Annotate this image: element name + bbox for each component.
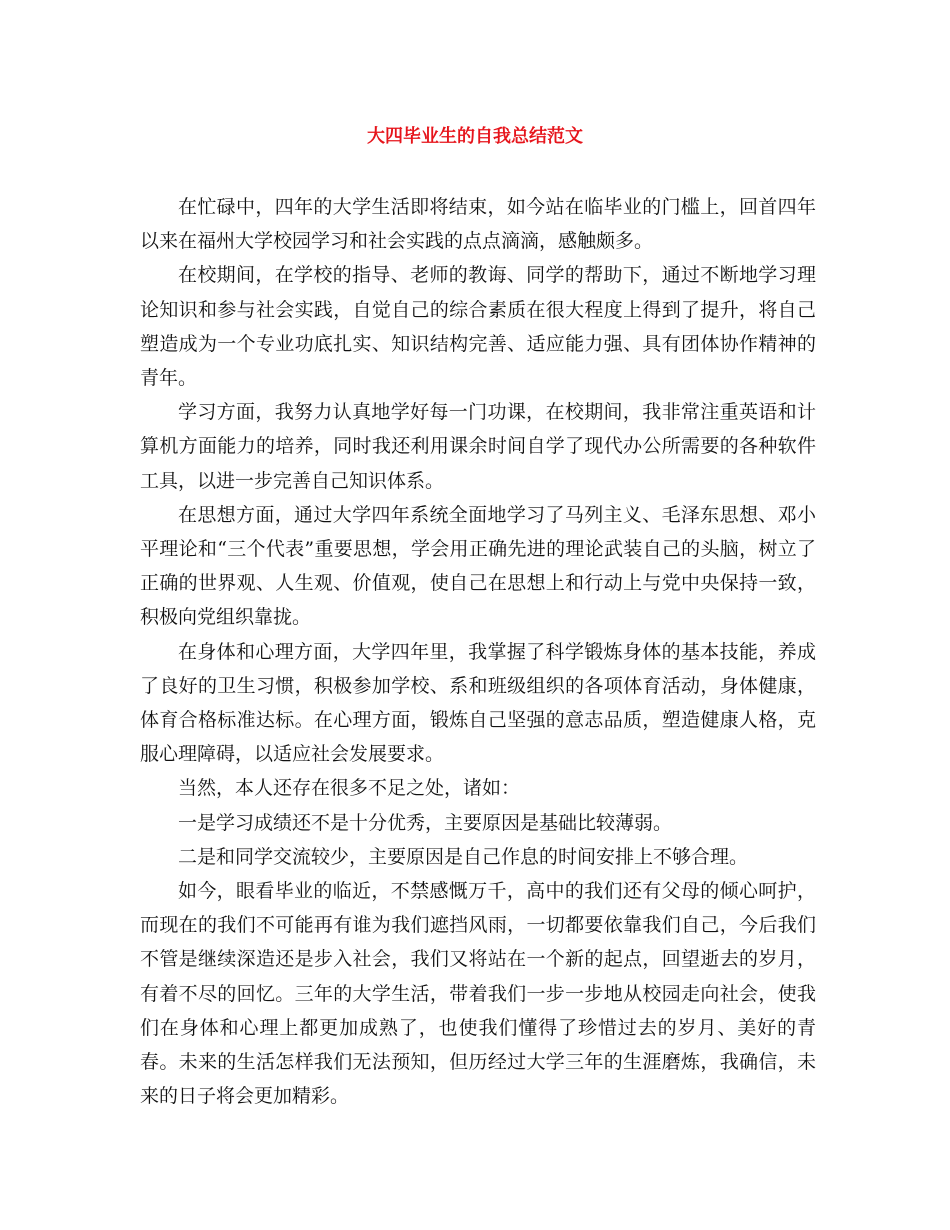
paragraph-school-period: 在校期间，在学校的指导、老师的教诲、同学的帮助下，通过不断地学习理论知识和参与社会实践，自觉自己的综合素质在很大程度上得到了提升，将自己塑造成为一个专业功底扎实、知识结构完善、适应能力强、具有团体协作精神的青年。 [140, 264, 816, 390]
paragraph-shortcoming-1: 一是学习成绩还不是十分优秀，主要原因是基础比较薄弱。 [178, 811, 673, 834]
paragraph-shortcoming-2: 二是和同学交流较少，主要原因是自己作息的时间安排上不够合理。 [178, 845, 749, 868]
paragraph-body-mind: 在身体和心理方面，大学四年里，我掌握了科学锻炼身体的基本技能，养成了良好的卫生习惯，积极参加学校、系和班级组织的各项体育活动，身体健康，体育合格标准达标。在心理方面，锻炼自己坚强的意志品质，塑造健康人格，克服心理障碍，以适应社会发展要求。 [140, 640, 816, 766]
document-title: 大四毕业生的自我总结范文 [367, 126, 583, 147]
paragraph-ideology: 在思想方面，通过大学四年系统全面地学习了马列主义、毛泽东思想、邓小平理论和“三个代表”重要思想，学会用正确先进的理论武装自己的头脑，树立了正确的世界观、人生观、价值观，使自己在思想上和行动上与党中央保持一致，积极向党组织靠拢。 [140, 503, 816, 629]
paragraph-intro: 在忙碌中，四年的大学生活即将结束，如今站在临毕业的门槛上，回首四年以来在福州大学校园学习和社会实践的点点滴滴，感触颇多。 [140, 196, 816, 253]
document-body [140, 190, 816, 1113]
paragraph-conclusion: 如今，眼看毕业的临近，不禁感慨万千，高中的我们还有父母的倾心呵护，而现在的我们不可能再有谁为我们遮挡风雨，一切都要依靠我们自己，今后我们不管是继续深造还是步入社会，我们又将站在一个新的起点，回望逝去的岁月，有着不尽的回忆。三年的大学生活，带着我们一步一步地从校园走向社会，使我们在身体和心理上都更加成熟了，也使我们懂得了珍惜过去的岁月、美好的青春。未来的生活怎样我们无法预知，但历经过大学三年的生涯磨炼，我确信，未来的日子将会更加精彩。 [140, 880, 816, 1108]
paragraph-shortcomings: 当然，本人还存在很多不足之处，诸如： [178, 777, 521, 800]
paragraph-study: 学习方面，我努力认真地学好每一门功课，在校期间，我非常注重英语和计算机方面能力的培养，同时我还利用课余时间自学了现代办公所需要的各种软件工具，以进一步完善自己知识体系。 [140, 401, 816, 492]
